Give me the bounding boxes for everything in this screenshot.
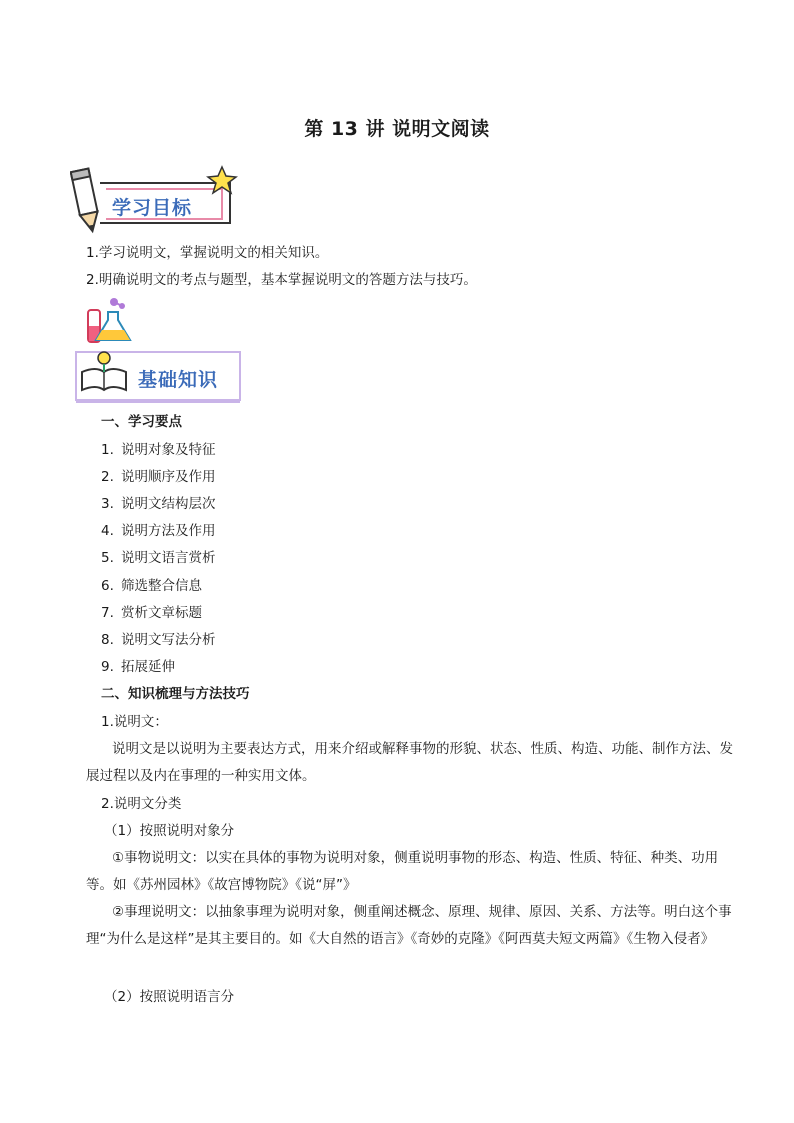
sub-heading-1: 1.说明文： xyxy=(101,714,168,730)
thing-explanation: ①事物说明文：以实在具体的事物为说明对象，侧重说明事物的形态、构造、性质、特征、种类、功用等。如《苏州园林》《故宫博物院》《说“屏”》 xyxy=(86,850,719,893)
list-item: 3. 说明文结构层次 xyxy=(101,496,216,512)
section1-heading: 一、学习要点 xyxy=(101,414,182,430)
goal-1: 1.学习说明文，掌握说明文的相关知识。 xyxy=(86,245,329,261)
list-item: 7. 赏析文章标题 xyxy=(101,605,202,621)
list-item: 5. 说明文语言赏析 xyxy=(101,550,216,566)
reason-explanation: ②事理说明文：以抽象事理为说明对象，侧重阐述概念、原理、规律、原因、关系、方法等。明白这个事理“为什么是这样”是其主要目的。如《大自然的语言》《奇妙的克隆》《阿西莫夫短文两篇》《生物入侵者》 xyxy=(86,904,732,947)
section2-heading: 二、知识梳理与方法技巧 xyxy=(101,686,250,702)
goals-badge-label: 学习目标 xyxy=(112,197,193,219)
list-item: 4. 说明方法及作用 xyxy=(101,523,216,539)
definition-paragraph: 说明文是以说明为主要表达方式，用来介绍或解释事物的形貌、状态、性质、构造、功能、制作方法、发展过程以及内在事理的一种实用文体。 xyxy=(86,741,733,784)
list-item: 6. 筛选整合信息 xyxy=(101,578,202,594)
basics-badge-label: 基础知识 xyxy=(138,369,219,391)
flask-illustration xyxy=(84,296,140,350)
list-item: 8. 说明文写法分析 xyxy=(101,632,216,648)
category-2: （2）按照说明语言分 xyxy=(104,989,235,1005)
category-1: （1）按照说明对象分 xyxy=(104,823,235,839)
goal-2: 2.明确说明文的考点与题型，基本掌握说明文的答题方法与技巧。 xyxy=(86,272,477,288)
basics-badge xyxy=(74,350,244,406)
page-title: 第 13 讲 说明文阅读 xyxy=(304,118,490,140)
goals-badge xyxy=(70,165,240,237)
list-item: 1. 说明对象及特征 xyxy=(101,442,216,458)
list-item: 2. 说明顺序及作用 xyxy=(101,469,216,485)
list-item: 9. 拓展延伸 xyxy=(101,659,175,675)
sub-heading-2: 2.说明文分类 xyxy=(101,796,182,812)
flask-icon xyxy=(84,296,140,346)
